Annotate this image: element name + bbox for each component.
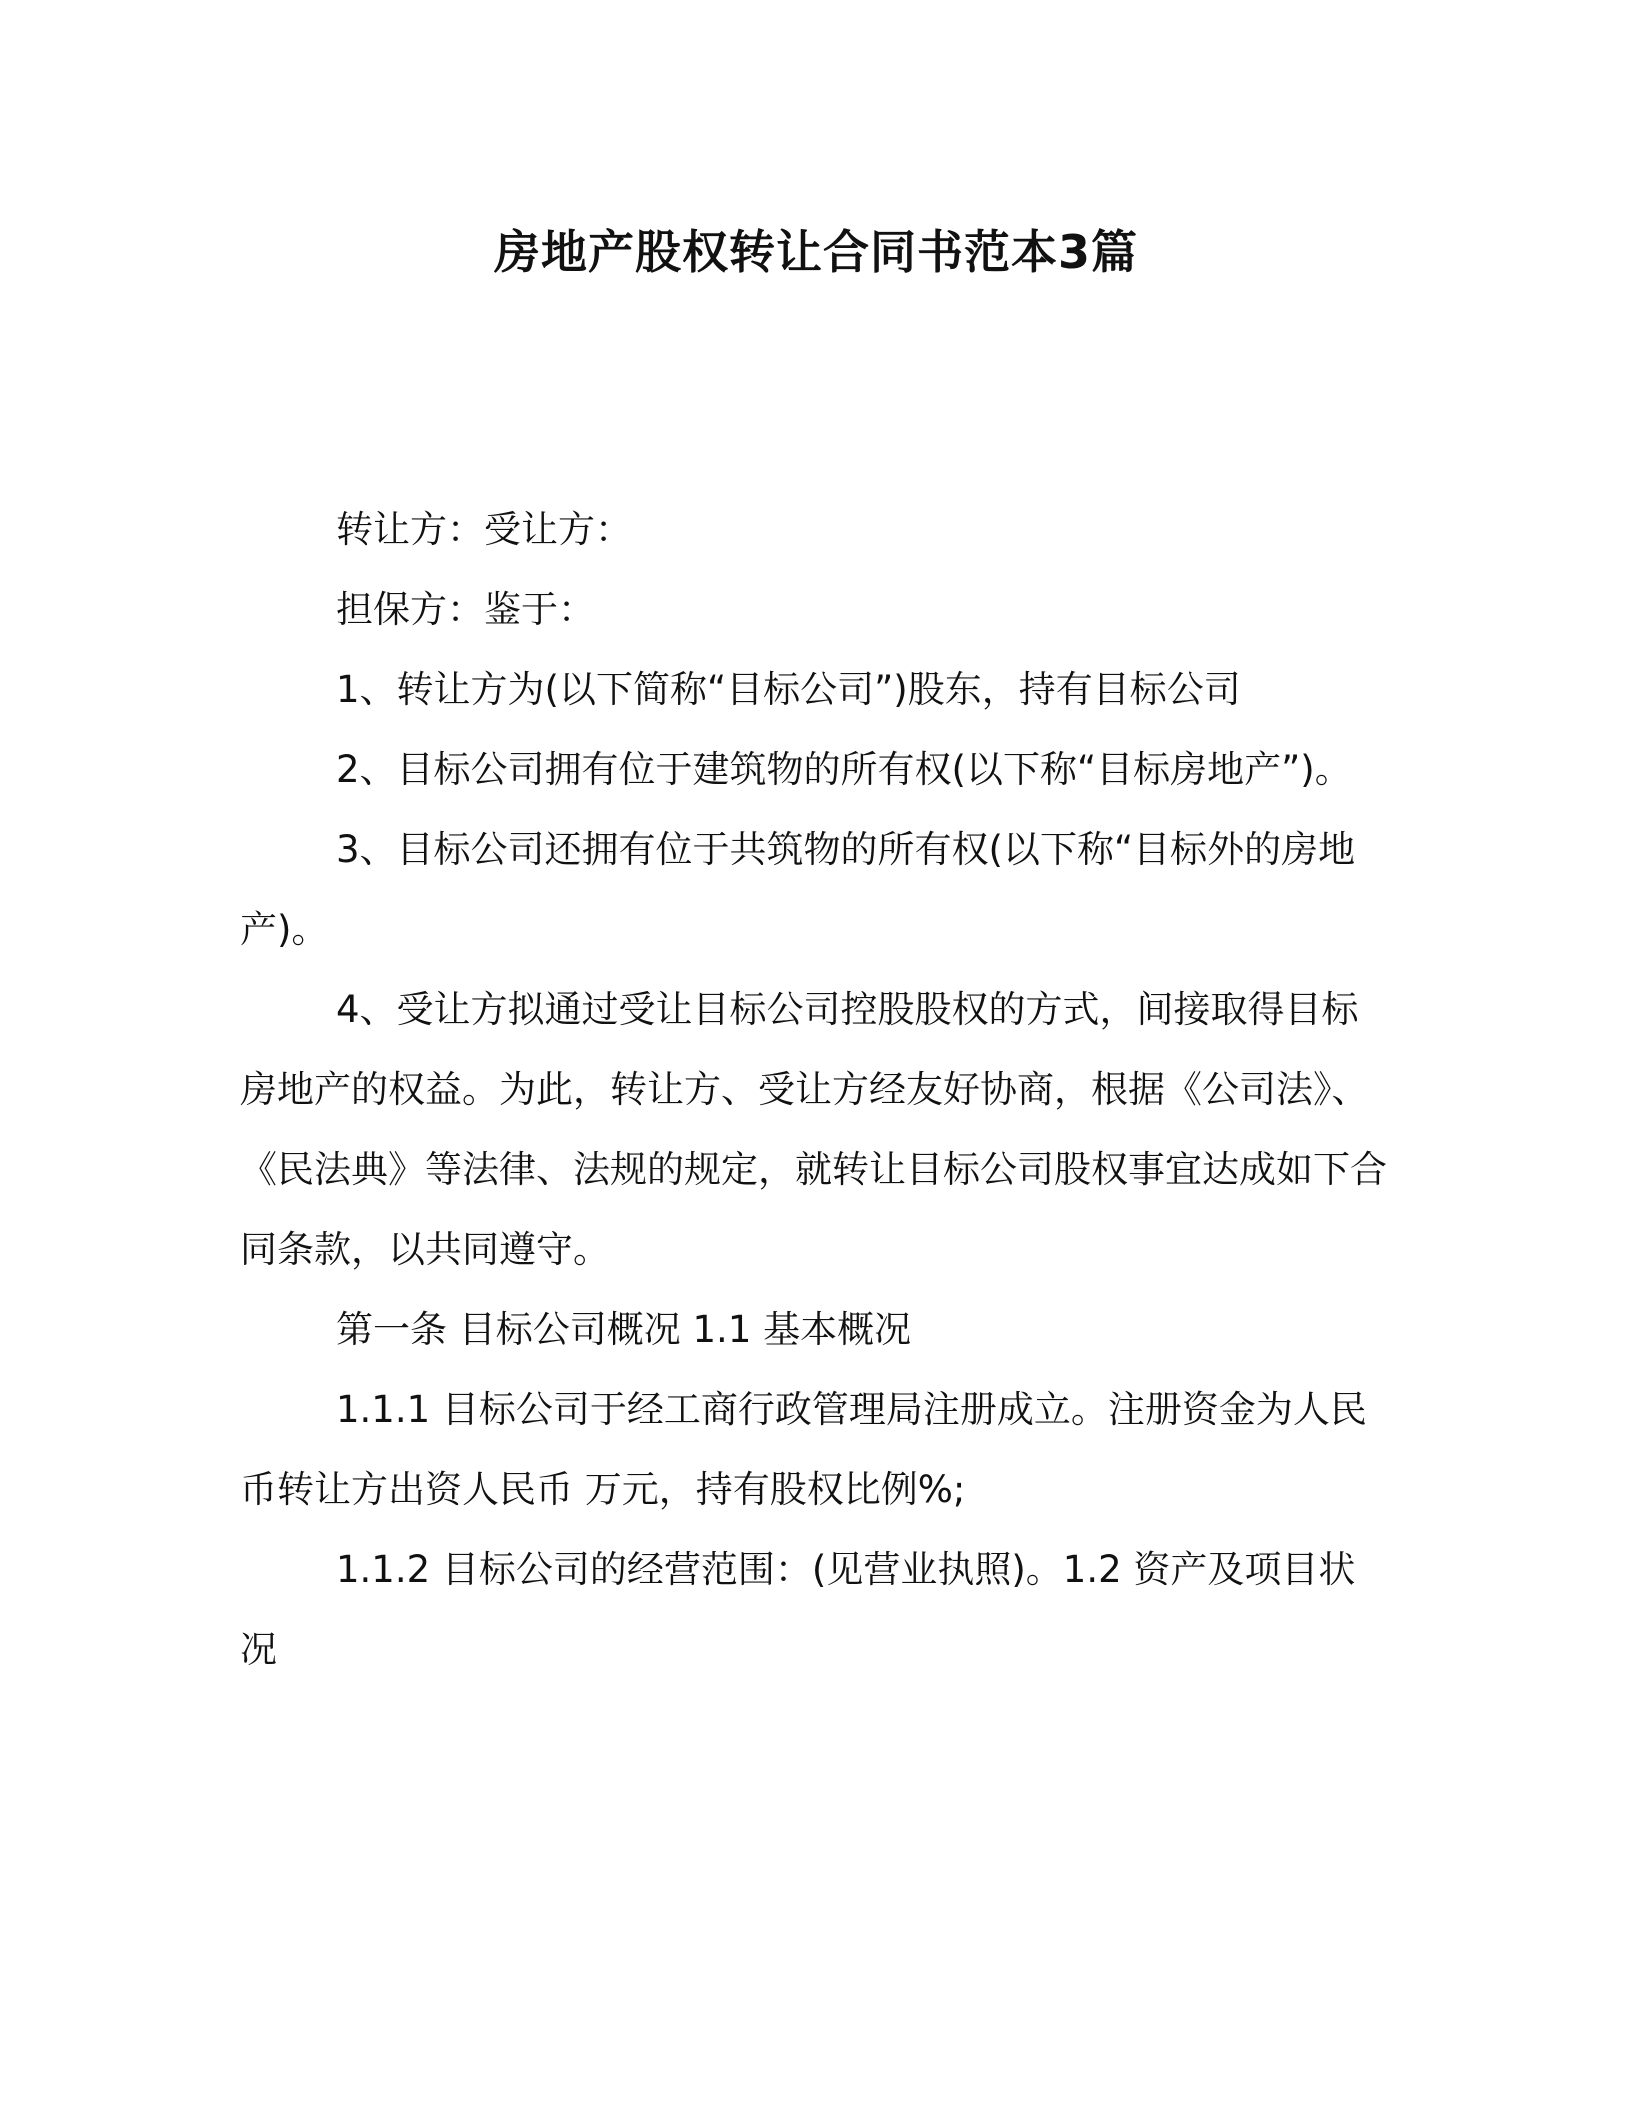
paragraph-recital-3: 3、目标公司还拥有位于共筑物的所有权(以下称“目标外的房地产)。	[240, 828, 1356, 951]
paragraph-recital-2: 2、目标公司拥有位于建筑物的所有权(以下称“目标房地产”)。	[336, 748, 1352, 791]
document-body	[240, 490, 1392, 1690]
paragraph-recital-1: 1、转让方为(以下简称“目标公司”)股东，持有目标公司	[336, 668, 1241, 711]
paragraph-guarantor: 担保方：鉴于：	[336, 588, 595, 631]
paragraph-parties: 转让方：受让方：	[336, 508, 632, 551]
paragraph-article-1-heading: 第一条 目标公司概况 1.1 基本概况	[336, 1308, 912, 1351]
paragraph-clause-1-1-1: 1.1.1 目标公司于经工商行政管理局注册成立。注册资金为人民币转让方出资人民币 万元，持有股权比例%;	[240, 1388, 1367, 1511]
document-title: 房地产股权转让合同书范本3篇	[493, 225, 1138, 279]
paragraph-clause-1-1-2: 1.1.2 目标公司的经营范围：(见营业执照)。1.2 资产及项目状况	[240, 1548, 1356, 1671]
paragraph-recital-4: 4、受让方拟通过受让目标公司控股股权的方式，间接取得目标房地产的权益。为此，转让方、受让方经友好协商，根据《公司法》、《民法典》等法律、法规的规定，就转让目标公司股权事宜达成如下合同条款，以共同遵守。	[240, 988, 1387, 1271]
